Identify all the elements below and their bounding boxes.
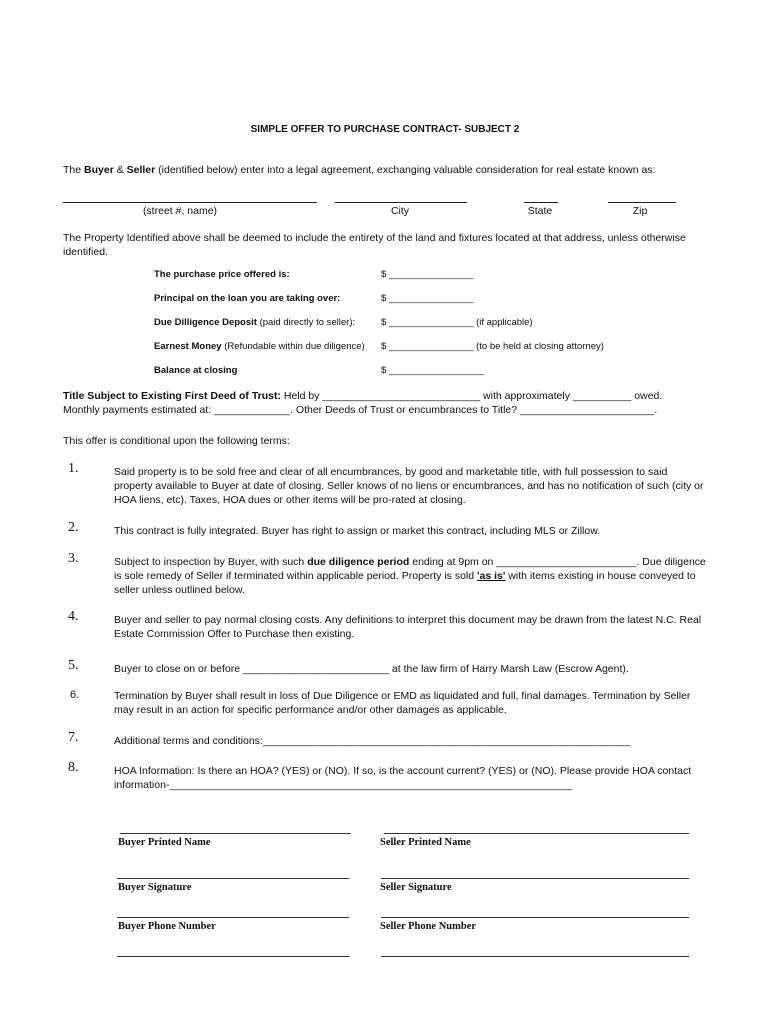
monthly-payments-line: Monthly payments estimated at: _____________. Other Deeds of Trust or encumbrances to Title? _______________________.: [63, 404, 658, 416]
intro-seller: Seller: [126, 164, 156, 176]
buyer-phone-field[interactable]: [117, 956, 349, 957]
intro-paragraph: [63, 164, 655, 176]
term-item-7: Additional terms and conditions:_______________________________________________________________: [114, 735, 631, 747]
item-number-6: 6.: [70, 689, 80, 701]
intro-amp: &: [113, 164, 127, 176]
buyer-phone-label: Buyer Phone Number: [118, 921, 216, 932]
zip-field[interactable]: [608, 202, 676, 203]
item-number-4: 4.: [68, 609, 79, 624]
purchase-price-field[interactable]: $ ________________: [381, 269, 474, 280]
earnest-money-label: [154, 341, 365, 352]
term-3-as-is: 'as is': [477, 570, 506, 582]
term-item-5: Buyer to close on or before _________________________ at the law firm of Harry Marsh Law (Escrow Agent).: [114, 663, 629, 675]
earnest-money-field[interactable]: $ ________________ (to be held at closing attorney): [381, 341, 604, 352]
city-field[interactable]: [335, 202, 467, 203]
earnest-money-label-rest: (Refundable within due diligence): [221, 341, 365, 352]
state-label: State: [527, 205, 553, 217]
intro-the: The: [63, 164, 85, 176]
due-diligence-label-rest: (paid directly to seller):: [256, 317, 356, 328]
buyer-phone-line[interactable]: [117, 917, 349, 918]
buyer-signature-label: Buyer Signature: [118, 882, 192, 893]
buyer-signature-line[interactable]: [117, 878, 349, 879]
earnest-money-label-bold: Earnest Money: [154, 341, 222, 352]
term-3-bold: due diligence period: [307, 556, 410, 568]
term-item-8: HOA Information: Is there an HOA? (YES) or (NO). If so, is the account current? (YES) or (NO). Please provide HOA contact information-_____________________________________________________________________: [114, 765, 692, 791]
due-diligence-label: [154, 317, 355, 328]
city-label: City: [390, 205, 410, 217]
intro-buyer: Buyer: [84, 164, 114, 176]
term-3-mid: ending at 9pm on ________________________. Due diligence is sole remedy of Seller if terminated within applicable period. Property is sold: [114, 556, 706, 582]
term-item-4: Buyer and seller to pay normal closing costs. Any definitions to interpret this document may be drawn from the latest N.C. Real Estate Commission Offer to Purchase then existing.: [114, 614, 702, 640]
street-label: (street #, name): [142, 205, 218, 217]
item-number-1: 1.: [68, 461, 79, 476]
item-number-8: 8.: [68, 760, 79, 775]
item-number-3: 3.: [68, 551, 79, 566]
seller-signature-line[interactable]: [381, 878, 689, 879]
seller-signature-label: Seller Signature: [380, 882, 452, 893]
seller-printed-name-label: Seller Printed Name: [380, 837, 471, 848]
term-item-2: This contract is fully integrated. Buyer has right to assign or market this contract, including MLS or Zillow.: [114, 525, 601, 537]
term-item-1: Said property is to be sold free and clear of all encumbrances, by good and marketable title, with full possession to said property available to Buyer at date of closing. Seller knows of no liens or encumbrances, and has no notification of such (city or HOA liens, etc). Taxes, HOA dues or other items will be pro-rated at closing.: [114, 466, 704, 506]
state-field[interactable]: [524, 202, 558, 203]
balance-field[interactable]: $ __________________: [381, 365, 485, 376]
title-subject-line: [63, 390, 662, 402]
purchase-price-label: The purchase price offered is:: [154, 269, 290, 280]
seller-phone-field[interactable]: [381, 956, 689, 957]
item-number-5: 5.: [68, 658, 79, 673]
zip-label: Zip: [632, 205, 648, 217]
term-3-pre: Subject to inspection by Buyer, with such: [114, 556, 308, 568]
item-number-2: 2.: [68, 520, 79, 535]
buyer-printed-name-label: Buyer Printed Name: [118, 837, 211, 848]
title-subject-rest: Held by ___________________________ with approximately __________ owed.: [281, 390, 663, 402]
street-field[interactable]: [63, 202, 317, 203]
term-item-6: Termination by Buyer shall result in loss of Due Diligence or EMD as liquidated and full, final damages. Termination by Seller may result in an action for specific performance and/or other damages as applicable.: [114, 690, 691, 716]
seller-phone-label: Seller Phone Number: [380, 921, 477, 932]
term-item-3: [114, 555, 708, 597]
seller-phone-line[interactable]: [381, 917, 689, 918]
balance-label: Balance at closing: [154, 365, 238, 376]
conditional-text: This offer is conditional upon the following terms:: [63, 435, 290, 447]
page-title: SIMPLE OFFER TO PURCHASE CONTRACT- SUBJECT 2: [250, 124, 520, 135]
principal-field[interactable]: $ ________________: [381, 293, 474, 304]
principal-label: Principal on the loan you are taking over:: [154, 293, 341, 304]
due-diligence-field[interactable]: $ ________________ (if applicable): [381, 317, 533, 328]
term-3-post: with items existing in house conveyed to seller unless outlined below.: [114, 570, 696, 596]
intro-rest: (identified below) enter into a legal agreement, exchanging valuable consideration for real estate known as:: [155, 164, 656, 176]
property-paragraph: The Property Identified above shall be deemed to include the entirety of the land and fixtures located at that address, unless otherwise identified.: [63, 232, 686, 258]
title-subject-bold: Title Subject to Existing First Deed of Trust:: [63, 390, 281, 402]
due-diligence-label-bold: Due Dilligence Deposit: [154, 317, 257, 328]
item-number-7: 7.: [68, 730, 79, 745]
buyer-name-line[interactable]: [120, 833, 351, 834]
seller-name-line[interactable]: [384, 833, 689, 834]
